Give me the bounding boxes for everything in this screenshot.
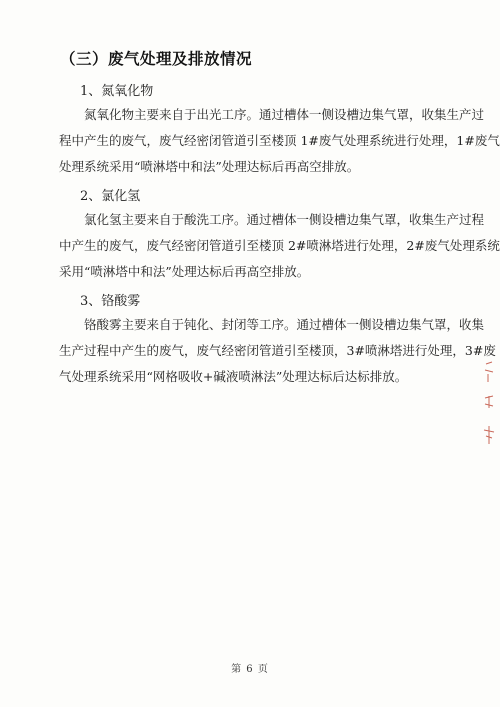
item-paragraph-hydrogen-chloride — [59, 207, 500, 285]
section-heading: （三）废气处理及排放情况 — [60, 50, 253, 68]
item-paragraph-chromic-acid-mist — [59, 312, 496, 390]
paragraph-line: 氮氧化物主要来自于出光工序。通过槽体一侧设槽边集气罩，收集生产过 — [84, 107, 485, 122]
seal-fragment-icon — [482, 360, 496, 450]
paragraph-line: 气处理系统采用“网格吸收+碱液喷淋法”处理达标后达标排放。 — [59, 369, 408, 384]
paragraph-line: 程中产生的废气，废气经密闭管道引至楼顶 1#废气处理系统进行处理，1#废气 — [59, 133, 500, 148]
item-title-hydrogen-chloride: 2、氯化氢 — [80, 189, 141, 204]
paragraph-line: 氯化氢主要来自于酸洗工序。通过槽体一侧设槽边集气罩，收集生产过程 — [84, 212, 485, 227]
item-title-chromic-acid-mist: 3、铬酸雾 — [80, 294, 141, 309]
paragraph-line: 中产生的废气，废气经密闭管道引至楼顶 2#喷淋塔进行处理，2#废气处理系统 — [59, 238, 500, 253]
paragraph-line: 铬酸雾主要来自于钝化、封闭等工序。通过槽体一侧设槽边集气罩，收集 — [84, 317, 485, 332]
paragraph-line: 采用“喷淋塔中和法”处理达标后再高空排放。 — [59, 264, 310, 279]
page-number: 第 6 页 — [231, 664, 269, 675]
paragraph-line: 处理系统采用“喷淋塔中和法”处理达标后再高空排放。 — [59, 159, 360, 174]
item-paragraph-nitrogen-oxides — [59, 102, 500, 180]
item-title-nitrogen-oxides: 1、氮氧化物 — [80, 84, 154, 99]
paragraph-line: 生产过程中产生的废气，废气经密闭管道引至楼顶，3#喷淋塔进行处理，3#废 — [59, 343, 496, 358]
